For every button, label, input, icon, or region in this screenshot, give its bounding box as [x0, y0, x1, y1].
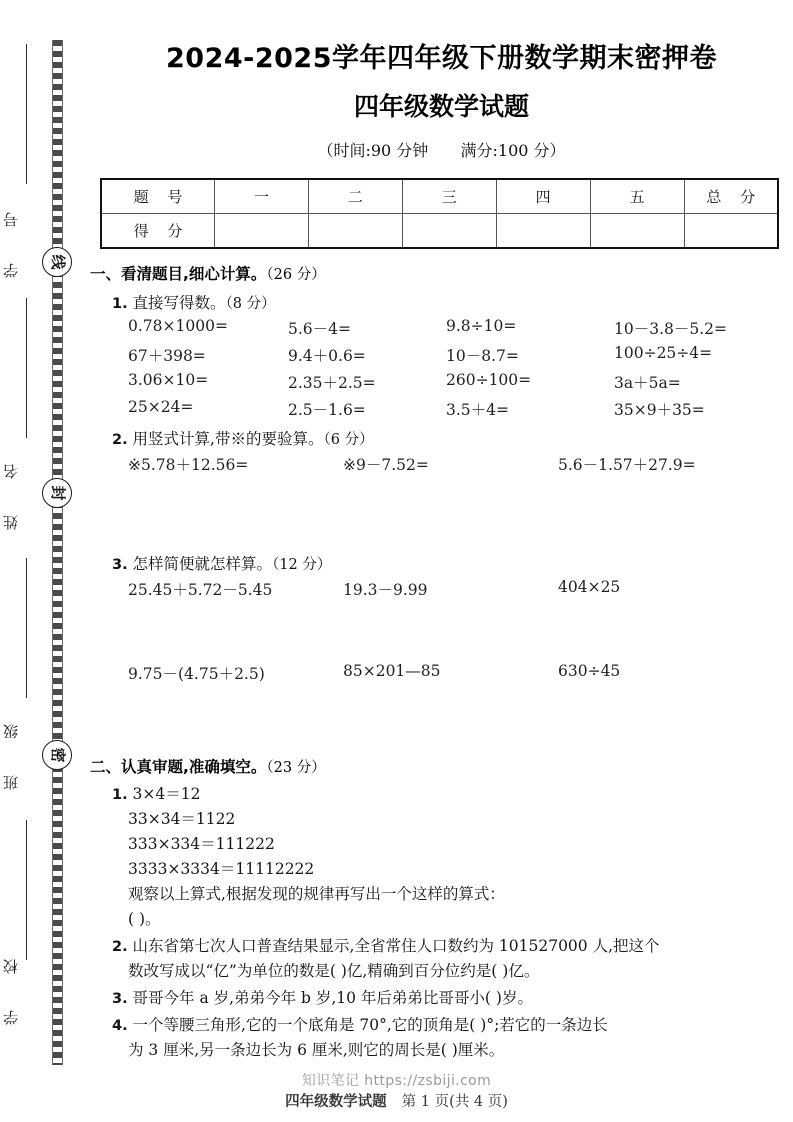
calc-item: 100÷25÷4=: [614, 344, 713, 362]
question-title: 怎样简便就怎样算。: [132, 555, 273, 573]
calc-item: 10－8.7=: [446, 347, 519, 365]
triangle-question-line1[interactable]: 一个等腰三角形,它的一个底角是 70°,它的顶角是( )°;若它的一条边长: [132, 1016, 608, 1034]
question-number: 1.: [112, 296, 128, 312]
pattern-line-1: 3×4＝12: [132, 785, 201, 803]
table-row: [101, 214, 778, 249]
calc-item: 2.5－1.6=: [288, 401, 366, 419]
score-cell-3: 三: [402, 179, 496, 214]
calc-item: 630÷45: [558, 662, 621, 680]
answer-space-q3b[interactable]: [90, 684, 793, 742]
question-2-2: [112, 934, 793, 956]
exam-full-score: 满分:100 分）: [460, 141, 566, 160]
question-points: （6 分）: [323, 432, 374, 448]
question-number: 2.: [112, 939, 128, 955]
population-question-line2[interactable]: 数改写成以“亿”为单位的数是( )亿,精确到百分位约是( )亿。: [128, 962, 540, 980]
page-footer: [0, 1090, 793, 1111]
score-input-3[interactable]: [402, 214, 496, 249]
pattern-prompt: 观察以上算式,根据发现的规律再写出一个这样的算式：: [128, 885, 505, 903]
section-2-title: 二、认真审题,准确填空。: [90, 758, 267, 776]
table-row: [101, 179, 778, 214]
calc-item: 19.3－9.99: [343, 581, 428, 599]
question-1-1-heading: [112, 291, 793, 313]
calc-item: 35×9＋35=: [614, 401, 705, 419]
score-cell-5: 五: [590, 179, 684, 214]
question-1-2-heading: [112, 427, 793, 449]
question-2-3: [112, 986, 793, 1008]
question-1-3-heading: [112, 552, 793, 574]
pattern-line-2: 33×34＝1122: [128, 810, 236, 828]
calc-item: 67＋398=: [128, 347, 206, 365]
score-input-4[interactable]: [496, 214, 590, 249]
score-input-1[interactable]: [215, 214, 309, 249]
calc-item: 404×25: [558, 578, 621, 596]
score-cell-4: 四: [496, 179, 590, 214]
question-points: （8 分）: [225, 296, 276, 312]
pattern-answer-blank[interactable]: ( )。: [128, 910, 161, 928]
question-number: 3.: [112, 991, 128, 1007]
pattern-line-3: 333×334＝111222: [128, 835, 275, 853]
calc-item: 2.35＋2.5=: [288, 374, 376, 392]
calc-item: ※5.78＋12.56=: [128, 456, 249, 474]
question-number: 1.: [112, 787, 128, 803]
calc-item: ※9－7.52=: [343, 456, 429, 474]
pattern-line-4: 3333×3334＝11112222: [128, 860, 315, 878]
pattern-prompt-wrap: [128, 882, 793, 904]
seal-label-school: 学 校: [2, 950, 20, 1025]
section-1-points: （26 分）: [266, 267, 326, 283]
section-1-title: 一、看清题目,细心计算。: [90, 265, 267, 283]
pattern-line-3-wrap: [128, 832, 793, 854]
footer-page-number: 第 1 页(共 4 页): [401, 1094, 508, 1110]
seal-line-strip: [0, 0, 90, 1122]
population-question-line1: 山东省第七次人口普查结果显示,全省常住人口数约为 101527000 人,把这个: [132, 937, 660, 955]
score-cell-2: 二: [308, 179, 402, 214]
write-rule-1: [26, 44, 27, 184]
page-title: 2024-2025学年四年级下册数学期末密押卷: [166, 43, 717, 74]
question-points: （12 分）: [272, 557, 332, 573]
pattern-answer-blank-wrap[interactable]: [128, 907, 793, 929]
site-watermark: 知识笔记 https://zsbiji.com: [301, 1073, 492, 1089]
calc-item: 85×201—85: [343, 662, 441, 680]
calc-item: 3.06×10=: [128, 371, 209, 389]
score-table: [100, 178, 779, 249]
seal-circle-mi: 密: [42, 740, 72, 770]
section-2-heading: [90, 755, 793, 777]
seal-label-name: 姓 名: [2, 455, 20, 531]
question-number: 2.: [112, 432, 128, 448]
answer-space-q3a[interactable]: [90, 600, 793, 658]
score-table-row-header: 题 号: [101, 179, 215, 214]
calc-item: 25×24=: [128, 398, 194, 416]
score-cell-1: 一: [215, 179, 309, 214]
pattern-line-4-wrap: [128, 857, 793, 879]
section-1-heading: [90, 262, 793, 284]
question-title: 直接写得数。: [132, 294, 226, 312]
calc-item: 9.8÷10=: [446, 317, 517, 335]
triangle-question-line2-wrap[interactable]: [128, 1038, 793, 1060]
score-input-total[interactable]: [684, 214, 778, 249]
oral-calc-grid: [128, 317, 793, 420]
population-question-line2-wrap[interactable]: [128, 959, 793, 981]
calc-item: 9.75－(4.75＋2.5): [128, 665, 265, 683]
age-question-line1[interactable]: 哥哥今年 a 岁,弟弟今年 b 岁,10 年后弟弟比哥哥小( )岁。: [132, 989, 533, 1007]
question-number: 4.: [112, 1018, 128, 1034]
calc-item: 10－3.8－5.2=: [614, 320, 728, 338]
section-2-points: （23 分）: [266, 760, 326, 776]
vertical-calc-grid: [128, 453, 793, 475]
score-table-wrapper: [100, 178, 779, 249]
seal-dashed-line: [52, 40, 63, 1065]
calc-item: 25.45＋5.72－5.45: [128, 581, 273, 599]
exam-sheet: [90, 0, 793, 1122]
write-rule-3: [26, 558, 27, 698]
calc-item: 3.5＋4=: [446, 401, 509, 419]
question-number: 3.: [112, 557, 128, 573]
calc-item: 5.6－4=: [288, 320, 351, 338]
score-input-2[interactable]: [308, 214, 402, 249]
calc-item: 5.6－1.57＋27.9=: [558, 456, 696, 474]
pattern-line-2-wrap: [128, 807, 793, 829]
question-2-4: [112, 1013, 793, 1035]
score-input-5[interactable]: [590, 214, 684, 249]
seal-circle-xian: 线: [42, 247, 72, 277]
calc-item: 9.4＋0.6=: [288, 347, 366, 365]
question-2-1: [112, 782, 793, 804]
write-rule-2: [26, 298, 27, 438]
calc-item: 3a＋5a=: [614, 374, 681, 392]
score-table-row-header: 得 分: [101, 214, 215, 249]
question-title: 用竖式计算,带※的要验算。: [132, 430, 324, 448]
write-rule-4: [26, 820, 27, 960]
calc-item: 260÷100=: [446, 371, 532, 389]
exam-meta: [90, 138, 793, 161]
seal-label-class: 班 级: [2, 715, 20, 791]
answer-space-q2[interactable]: [90, 475, 793, 545]
seal-circle-feng: 封: [42, 478, 72, 508]
score-cell-total: 总 分: [684, 179, 778, 214]
exam-duration: （时间:90 分钟: [317, 141, 429, 160]
triangle-question-line2[interactable]: 为 3 厘米,另一条边长为 6 厘米,则它的周长是( )厘米。: [128, 1041, 505, 1059]
calc-item: 0.78×1000=: [128, 317, 228, 335]
simplify-calc-grid-row1: [128, 578, 793, 600]
page-subtitle: 四年级数学试题: [353, 92, 529, 121]
footer-subject: 四年级数学试题: [285, 1094, 387, 1110]
seal-label-student-id: 学 号: [2, 203, 20, 279]
simplify-calc-grid-row2: [128, 662, 793, 684]
